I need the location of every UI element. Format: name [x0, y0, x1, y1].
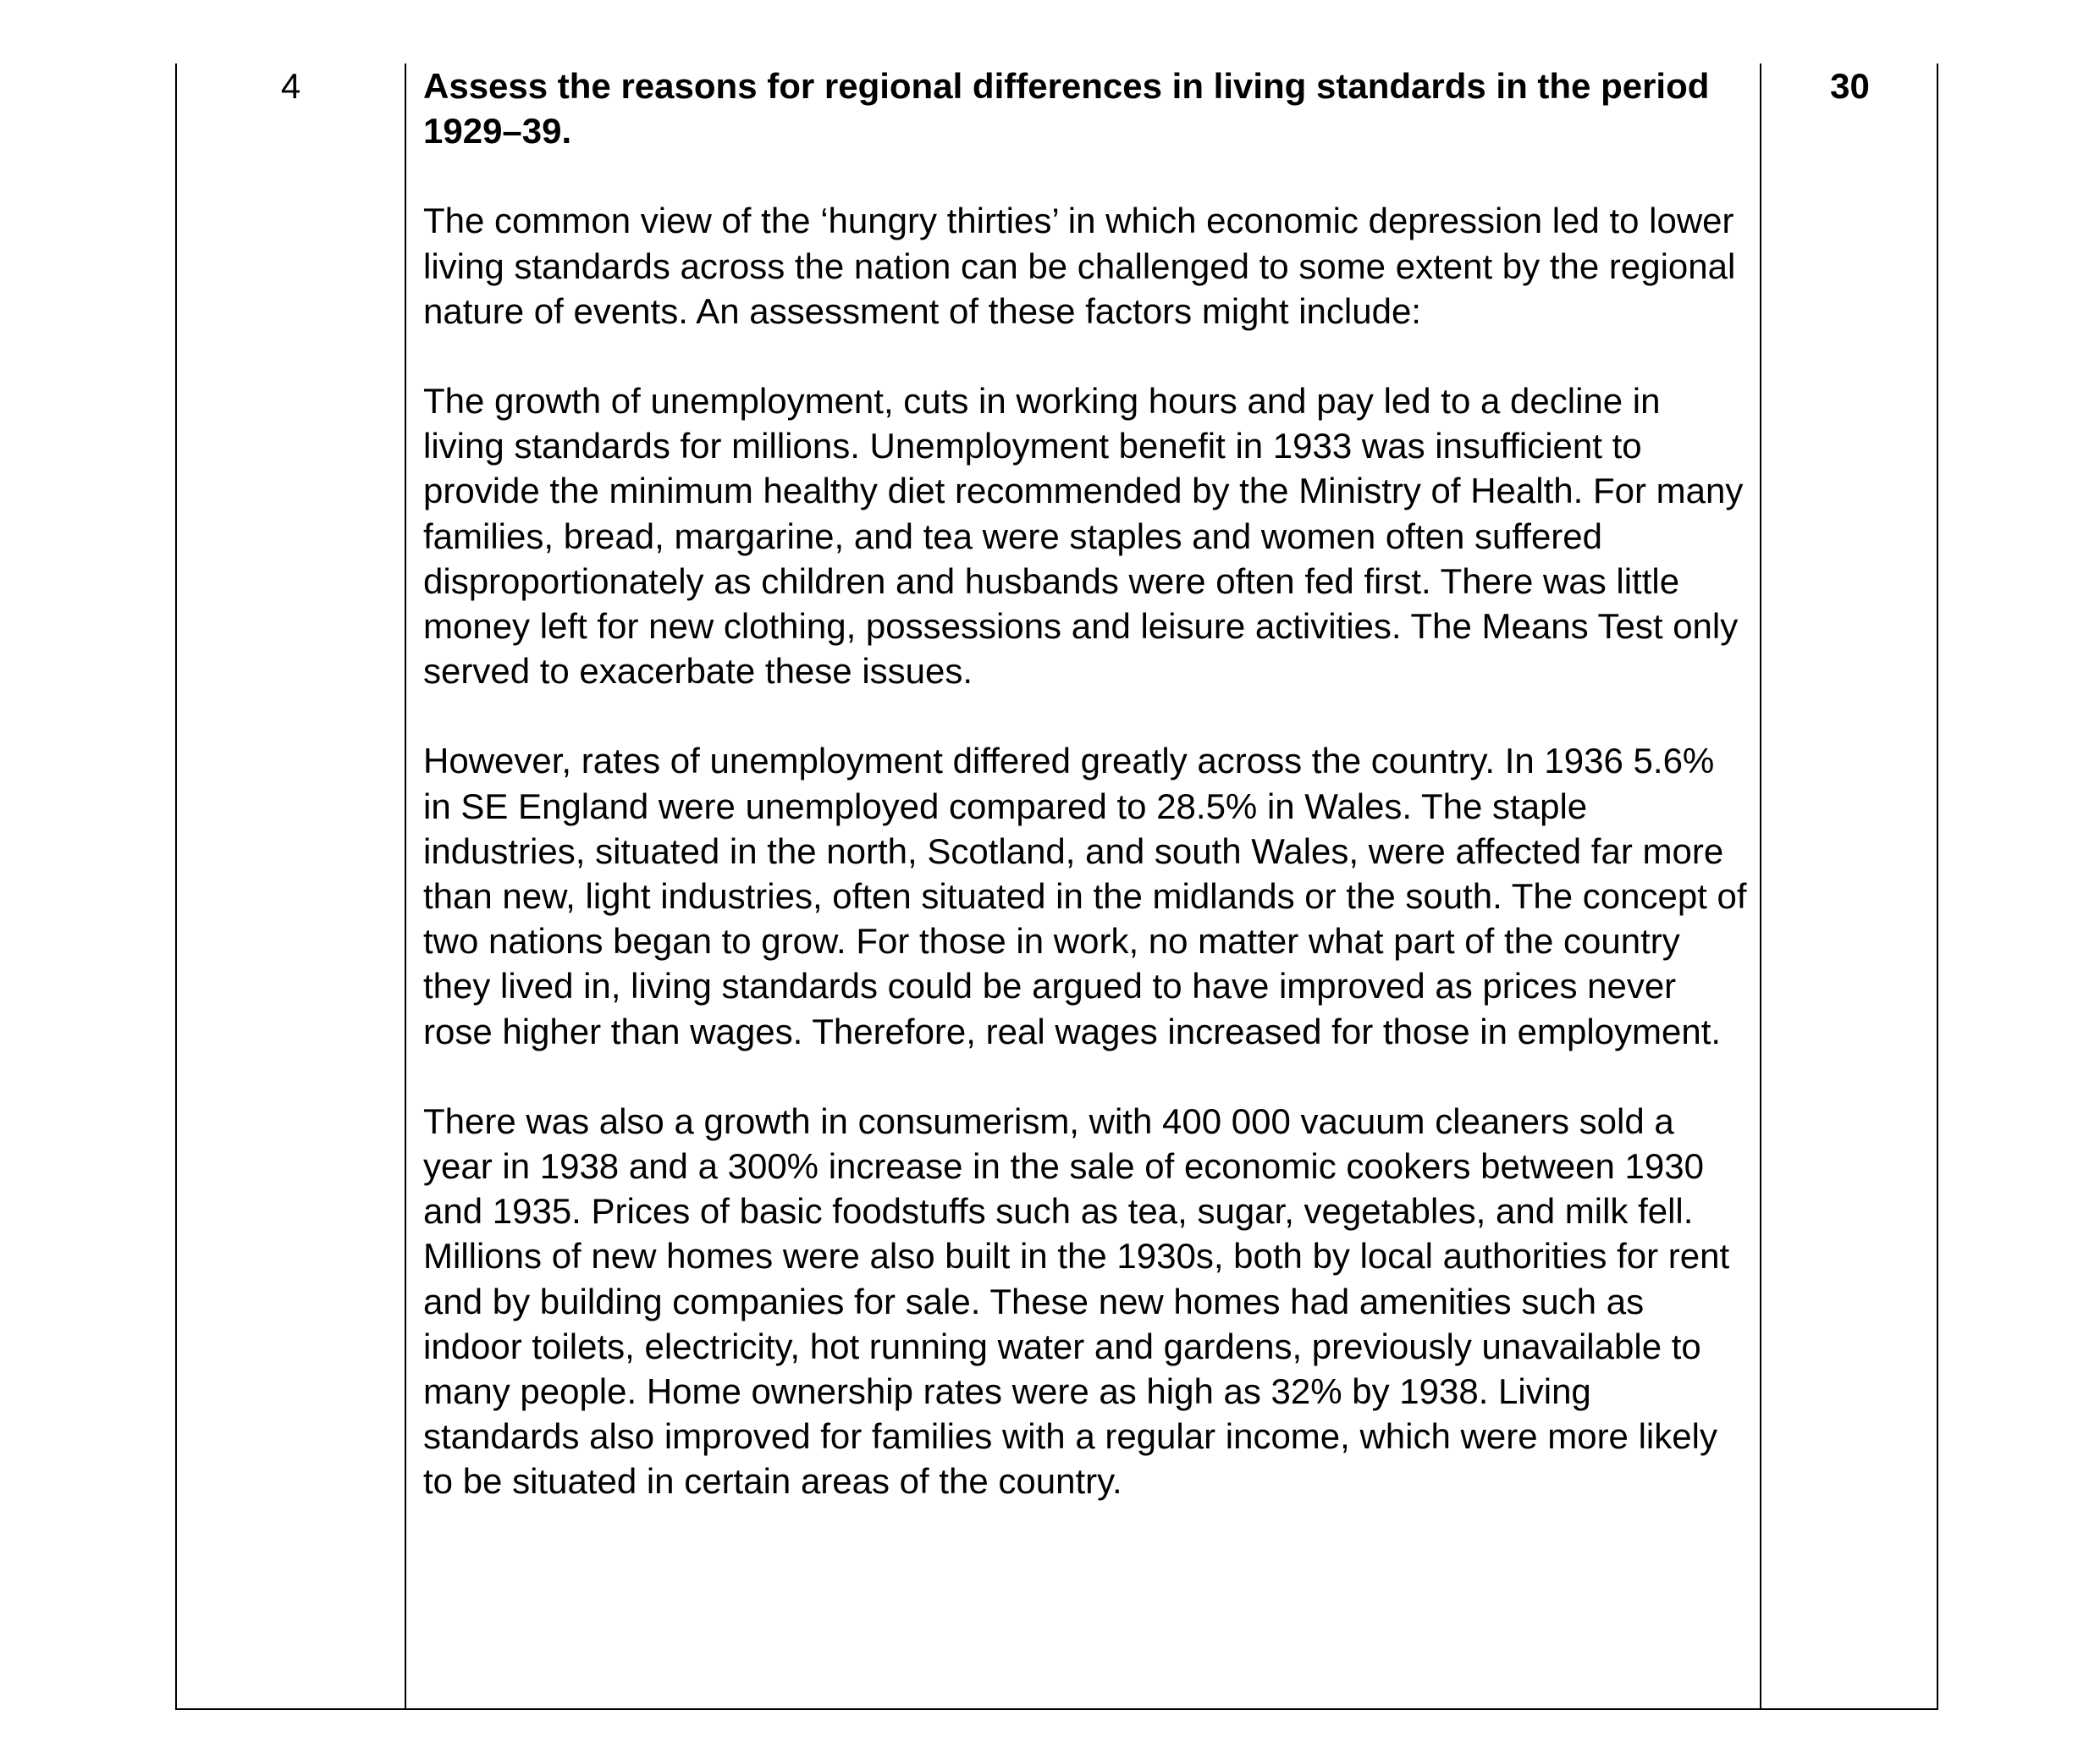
question-number: 4 — [280, 66, 301, 106]
column-divider — [1760, 63, 1761, 1708]
question-marks: 30 — [1830, 66, 1870, 106]
answer-paragraph: There was also a growth in consumerism, with 400 000 vacuum cleaners sold a year in 1938 and a 300% increase in the sale of economic cookers between 1930 and 1935. Prices of basic foodstuffs such as tea, sugar, vegetables, and milk fell. Millions of new homes were also built in the 1930s, both by local authorities for rent and by building companies for sale. These new homes had amenities such as indoor toilets, electricity, hot running water and gardens, previously unavailable to many people. Home ownership rates were as high as 32% by 1938. Living standards also improved for families with a regular income, which were more likely to be situated in certain areas of the country. — [423, 1100, 1730, 1502]
mark-scheme-table — [175, 63, 1938, 1710]
answer-paragraph: However, rates of unemployment differed greatly across the country. In 1936 5.6% in SE England were unemployed compared to 28.5% in Wales. The staple industries, situated in the north, Scotland, and south Wales, were affected far more than new, light industries, often situated in the midlands or the south. The concept of two nations began to grow. For those in work, no matter what part of the country they lived in, living standards could be argued to have improved as prices never rose higher than wages. Therefore, real wages increased for those in employment. — [423, 741, 1747, 1051]
question-title: Assess the reasons for regional differences in living standards in the period 1929–39. — [423, 66, 1710, 152]
answer-paragraph: The common view of the ‘hungry thirties’ in which economic depression led to lower living standards across the nation can be challenged to some extent by the regional nature of events. An assessment of these factors might include: — [423, 201, 1736, 331]
answer-paragraph: The growth of unemployment, cuts in working hours and pay led to a decline in living standards for millions. Unemployment benefit in 1933 was insufficient to provide the minimum healthy diet recommended by the Ministry of Health. For many families, bread, margarine, and tea were staples and women often suffered disproportionately as children and husbands were often fed first. There was little money left for new clothing, possessions and leisure activities. The Means Test only served to exacerbate these issues. — [423, 381, 1744, 692]
column-divider — [405, 63, 406, 1708]
question-answer-cell — [423, 63, 1748, 1504]
